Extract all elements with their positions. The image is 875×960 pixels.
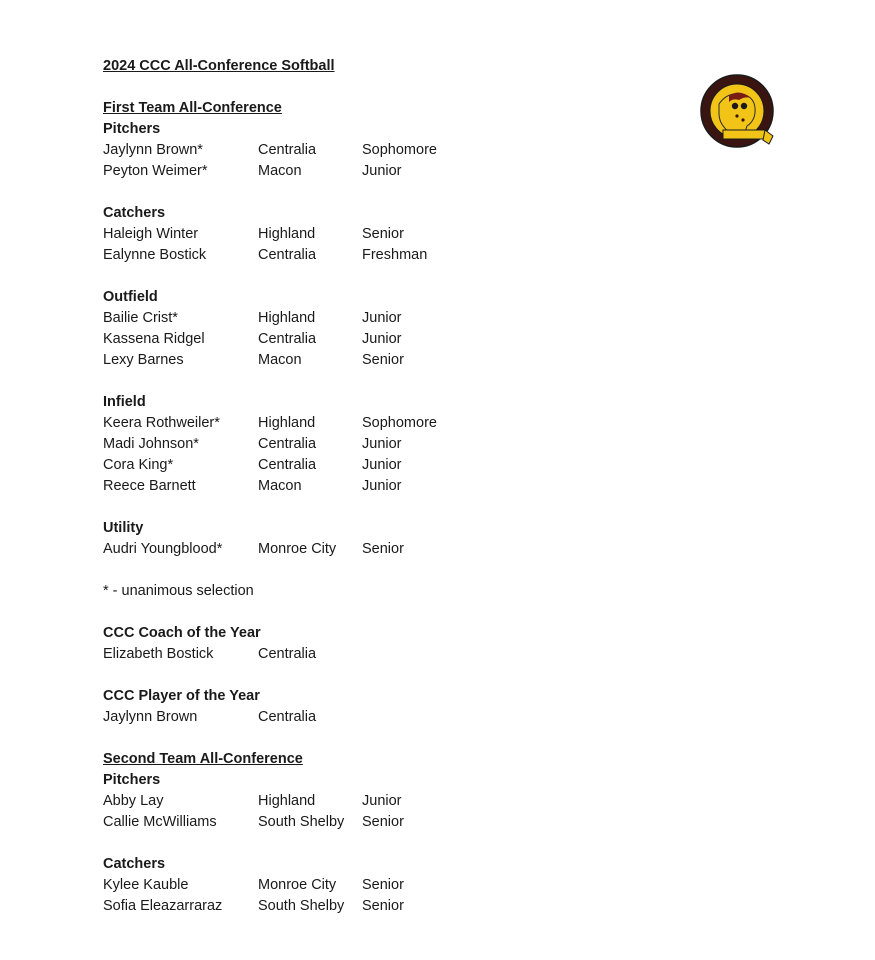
group-title: Outfield: [103, 289, 158, 305]
player-class: Junior: [362, 478, 402, 494]
player-school: Centralia: [258, 331, 317, 347]
footnote: * - unanimous selection: [103, 583, 254, 599]
player-name: Lexy Barnes: [103, 352, 184, 368]
player-school: Monroe City: [258, 541, 337, 557]
list-item: [103, 350, 663, 371]
player-school: Monroe City: [258, 877, 337, 893]
player-class: Senior: [362, 814, 404, 830]
list-item: [103, 896, 663, 917]
document: [103, 56, 663, 917]
player-class: Senior: [362, 541, 404, 557]
player-class: Junior: [362, 331, 402, 347]
group-title: Pitchers: [103, 772, 161, 788]
player-name: Sofia Eleazarraraz: [103, 898, 223, 914]
group-title: Catchers: [103, 205, 166, 221]
player-class: Junior: [362, 793, 402, 809]
player-school: South Shelby: [258, 898, 345, 914]
player-name: Kassena Ridgel: [103, 331, 205, 347]
player-school: Centralia: [258, 142, 317, 158]
player-class: Junior: [362, 436, 402, 452]
player-name: Callie McWilliams: [103, 814, 217, 830]
player-class: Senior: [362, 226, 404, 242]
player-class: Senior: [362, 352, 404, 368]
list-item: [103, 140, 663, 161]
group-title: Infield: [103, 394, 146, 410]
player-class: Freshman: [362, 247, 428, 263]
coach-of-year-heading: CCC Coach of the Year: [103, 625, 261, 641]
player-school: Highland: [258, 415, 316, 431]
player-school: Centralia: [258, 457, 317, 473]
player-name: Keera Rothweiler*: [103, 415, 220, 431]
coach-name: Elizabeth Bostick: [103, 646, 214, 662]
list-item: [103, 875, 663, 896]
player-class: Sophomore: [362, 142, 437, 158]
list-item: [103, 707, 663, 728]
player-name: Peyton Weimer*: [103, 163, 208, 179]
list-item: [103, 245, 663, 266]
player-school: Highland: [258, 226, 316, 242]
player-name: Reece Barnett: [103, 478, 196, 494]
player-class: Senior: [362, 898, 404, 914]
list-item: [103, 434, 663, 455]
player-class: Senior: [362, 877, 404, 893]
player-school: South Shelby: [258, 814, 345, 830]
player-school: Centralia: [258, 436, 317, 452]
player-name: Abby Lay: [103, 793, 164, 809]
player-name: Madi Johnson*: [103, 436, 199, 452]
player-name: Ealynne Bostick: [103, 247, 207, 263]
clarence-cannon-conference-logo-icon: [699, 74, 777, 152]
player-name: Jaylynn Brown: [103, 709, 198, 725]
player-class: Junior: [362, 310, 402, 326]
player-school: Macon: [258, 352, 302, 368]
player-school: Centralia: [258, 247, 317, 263]
player-name: Cora King*: [103, 457, 174, 473]
player-name: Kylee Kauble: [103, 877, 189, 893]
list-item: [103, 791, 663, 812]
list-item: [103, 455, 663, 476]
list-item: [103, 224, 663, 245]
list-item: [103, 539, 663, 560]
list-item: [103, 161, 663, 182]
player-school: Highland: [258, 310, 316, 326]
player-class: Junior: [362, 163, 402, 179]
list-item: [103, 476, 663, 497]
list-item: [103, 812, 663, 833]
group-title: Pitchers: [103, 121, 161, 137]
list-item: [103, 644, 663, 665]
document-title: 2024 CCC All-Conference Softball: [103, 58, 335, 74]
player-school: Centralia: [258, 709, 317, 725]
player-school: Highland: [258, 793, 316, 809]
first-team-heading: First Team All-Conference: [103, 100, 282, 116]
list-item: [103, 413, 663, 434]
player-name: Jaylynn Brown*: [103, 142, 203, 158]
player-of-year-heading: CCC Player of the Year: [103, 688, 260, 704]
list-item: [103, 308, 663, 329]
player-name: Audri Youngblood*: [103, 541, 223, 557]
player-name: Bailie Crist*: [103, 310, 178, 326]
player-class: Junior: [362, 457, 402, 473]
coach-school: Centralia: [258, 646, 317, 662]
group-title: Catchers: [103, 856, 166, 872]
player-class: Sophomore: [362, 415, 437, 431]
group-title: Utility: [103, 520, 144, 536]
player-school: Macon: [258, 163, 302, 179]
second-team-heading: Second Team All-Conference: [103, 751, 303, 767]
player-school: Macon: [258, 478, 302, 494]
player-name: Haleigh Winter: [103, 226, 199, 242]
list-item: [103, 329, 663, 350]
